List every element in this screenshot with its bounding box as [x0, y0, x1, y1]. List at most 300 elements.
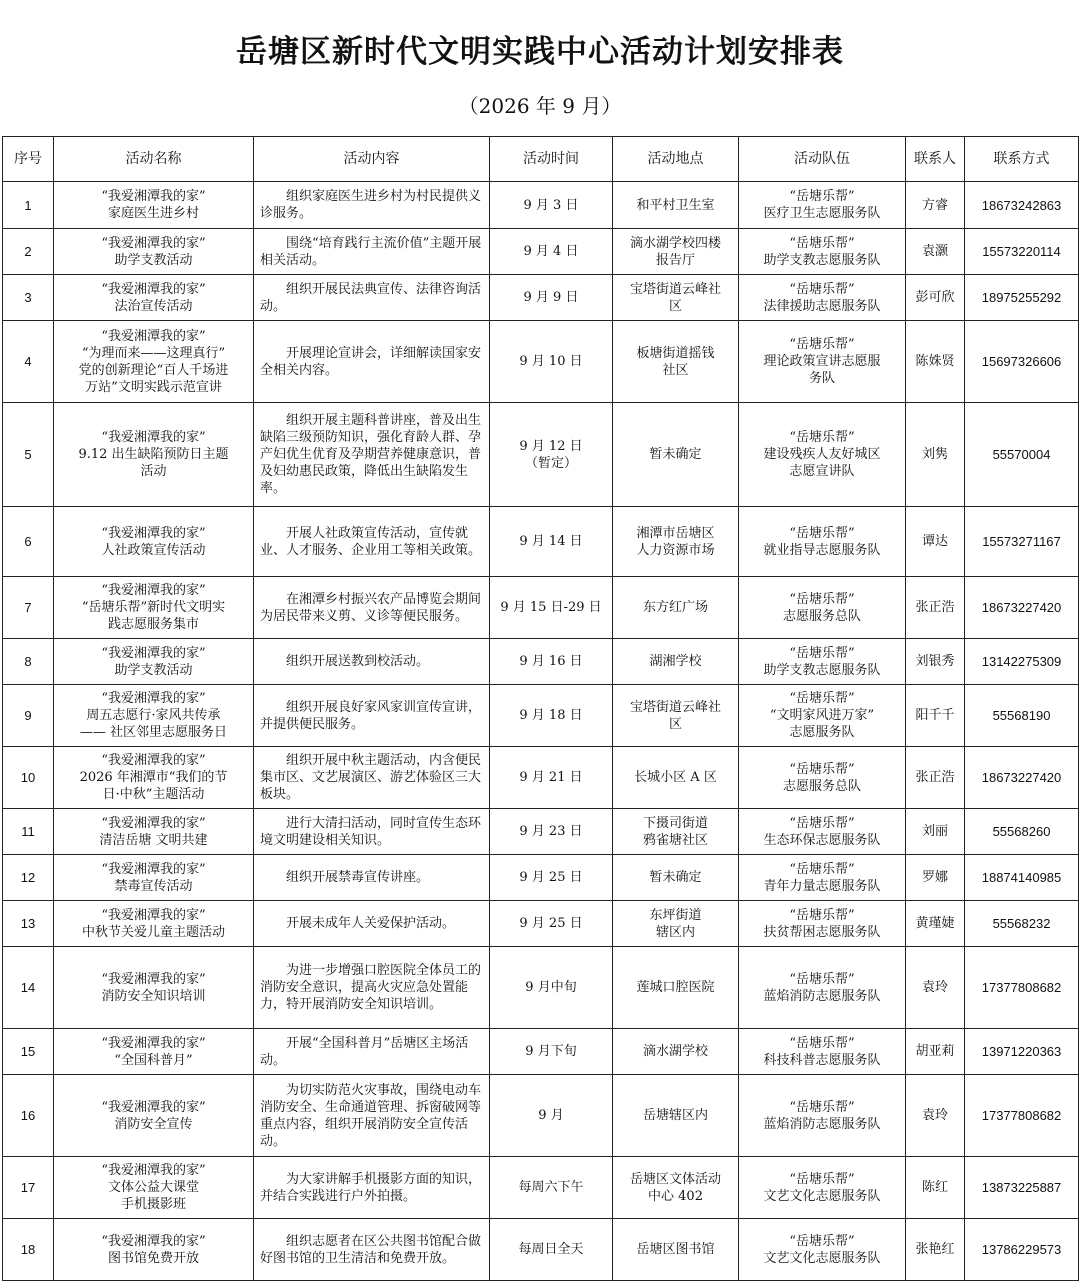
- column-header: 活动地点: [613, 137, 739, 182]
- content-text: 为大家讲解手机摄影方面的知识，并结合实践进行户外拍摄。: [260, 1171, 482, 1204]
- time-line: 9 月 25 日: [519, 916, 583, 931]
- activity-team-cell: [739, 901, 906, 947]
- name-line: 法治宣传活动: [114, 298, 193, 314]
- team-line: “岳塘乐帮”: [789, 1035, 855, 1051]
- activity-time-cell: [490, 229, 613, 275]
- seq-cell: 10: [3, 747, 54, 809]
- activity-place-cell: [613, 1029, 739, 1075]
- activity-time-cell: [490, 747, 613, 809]
- contact-person-cell: 罗娜: [906, 855, 965, 901]
- time-line: 9 月 14 日: [519, 534, 583, 549]
- contact-phone-cell: 18673227420: [965, 577, 1079, 639]
- team-line: “岳塘乐帮”: [789, 691, 855, 706]
- table-row: [3, 275, 1079, 321]
- content-text: 组织开展禁毒宣传讲座。: [286, 870, 430, 885]
- activity-time-cell: [490, 275, 613, 321]
- activity-time-cell: [490, 182, 613, 229]
- time-line: （暂定）: [524, 455, 577, 471]
- activity-place-cell: [613, 507, 739, 577]
- name-line: “我爱湘潭我的家”: [101, 907, 206, 923]
- activity-time-cell: [490, 1029, 613, 1075]
- activity-time-cell: [490, 1075, 613, 1157]
- activity-time-cell: [490, 855, 613, 901]
- content-text: 开展人社政策宣传活动，宣传就业、人才服务、企业用工等相关政策。: [260, 525, 482, 558]
- table-row: [3, 182, 1079, 229]
- place-line: 社区: [662, 362, 689, 378]
- activity-name-cell: [54, 321, 254, 403]
- contact-phone-cell: 55568190: [965, 685, 1079, 747]
- activity-content-cell: [254, 639, 490, 685]
- time-line: 9 月 3 日: [523, 197, 579, 213]
- seq-cell: 13: [3, 901, 54, 947]
- table-row: [3, 639, 1079, 685]
- content-text: 进行大清扫活动，同时宣传生态环境文明建设相关知识。: [260, 815, 482, 848]
- time-line: 9 月: [538, 1108, 564, 1123]
- content-text: 在湘潭乡村振兴农产品博览会期间为居民带来义剪、义诊等便民服务。: [260, 591, 482, 624]
- contact-person-cell: 阳千千: [906, 685, 965, 747]
- place-line: 东方红广场: [642, 600, 708, 615]
- column-header: 联系方式: [965, 137, 1079, 182]
- name-line: 日·中秋”主题活动: [102, 787, 205, 802]
- contact-phone-cell: 55568232: [965, 901, 1079, 947]
- name-line: “我爱湘潭我的家”: [101, 815, 206, 831]
- table-row: [3, 809, 1079, 855]
- name-line: 文体公益大课堂: [107, 1180, 199, 1195]
- contact-phone-cell: 18975255292: [965, 275, 1079, 321]
- place-line: 区: [668, 716, 682, 732]
- place-line: 岳塘辖区内: [642, 1108, 708, 1123]
- name-line: 活动: [140, 464, 167, 479]
- activity-place-cell: [613, 901, 739, 947]
- place-line: 下摄司街道: [642, 815, 708, 831]
- seq-cell: 5: [3, 403, 54, 507]
- activity-name-cell: [54, 1029, 254, 1075]
- contact-phone-cell: 18874140985: [965, 855, 1079, 901]
- team-line: “岳塘乐帮”: [789, 1099, 855, 1115]
- place-line: 东坪街道: [649, 907, 702, 923]
- seq-cell: 3: [3, 275, 54, 321]
- name-line: 家庭医生进乡村: [107, 206, 199, 221]
- activity-name-cell: [54, 182, 254, 229]
- seq-cell: 12: [3, 855, 54, 901]
- contact-person-cell: 谭达: [906, 507, 965, 577]
- contact-phone-cell: 55570004: [965, 403, 1079, 507]
- name-line: “我爱湘潭我的家”: [101, 281, 206, 297]
- time-line: 9 月 12 日: [519, 438, 583, 454]
- name-line: “为理而来——这理真行”: [81, 345, 226, 361]
- time-line: 9 月 21 日: [519, 770, 583, 785]
- contact-person-cell: 黄瑾婕: [906, 901, 965, 947]
- name-line: 图书馆免费开放: [107, 1250, 199, 1266]
- table-row: [3, 1075, 1079, 1157]
- table-row: [3, 507, 1079, 577]
- name-line: 手机摄影班: [120, 1197, 186, 1212]
- table-row: [3, 747, 1079, 809]
- team-line: “文明家风进万家”: [769, 708, 875, 723]
- activity-place-cell: [613, 229, 739, 275]
- content-text: 组织开展主题科普讲座，普及出生缺陷三级预防知识，强化育龄人群、孕产妇优生优育及孕期营养健康意识，普及妇幼惠民政策，降低出生缺陷发生率。: [260, 413, 482, 496]
- seq-cell: 15: [3, 1029, 54, 1075]
- place-line: 湘潭市岳塘区: [636, 525, 715, 541]
- activity-team-cell: [739, 639, 906, 685]
- activity-content-cell: [254, 275, 490, 321]
- activity-time-cell: [490, 947, 613, 1029]
- team-line: 志愿宣讲队: [789, 464, 855, 479]
- activity-place-cell: [613, 747, 739, 809]
- team-line: “岳塘乐帮”: [789, 430, 855, 445]
- place-line: 板塘街道摇钱: [636, 345, 715, 361]
- table-row: [3, 855, 1079, 901]
- content-text: 为切实防范火灾事故，围绕电动车消防安全、生命通道管理、拆窗破网等重点内容，组织开展消防安全宣传活动。: [260, 1082, 482, 1149]
- team-line: “岳塘乐帮”: [789, 235, 855, 251]
- contact-phone-cell: 18673227420: [965, 747, 1079, 809]
- team-line: “岳塘乐帮”: [789, 337, 855, 352]
- team-line: 理论政策宣讲志愿服: [763, 354, 881, 369]
- table-row: [3, 321, 1079, 403]
- name-line: 禁毒宣传活动: [114, 878, 193, 894]
- name-line: “我爱湘潭我的家”: [101, 430, 206, 445]
- activity-time-cell: [490, 403, 613, 507]
- activity-team-cell: [739, 809, 906, 855]
- page-subtitle: （2026 年 9 月）: [458, 94, 622, 118]
- place-line: 湖湘学校: [649, 654, 702, 669]
- activity-place-cell: [613, 275, 739, 321]
- table-row: [3, 1029, 1079, 1075]
- team-line: 志愿服务队: [789, 725, 855, 740]
- team-line: “岳塘乐帮”: [789, 861, 855, 877]
- activity-team-cell: [739, 275, 906, 321]
- place-line: 区: [668, 298, 682, 314]
- team-line: 志愿服务总队: [782, 608, 861, 624]
- team-line: 科技科普志愿服务队: [763, 1052, 881, 1068]
- activity-table: [2, 136, 1079, 1281]
- time-line: 9 月下旬: [525, 1044, 577, 1059]
- activity-place-cell: [613, 685, 739, 747]
- activity-time-cell: [490, 1219, 613, 1281]
- activity-time-cell: [490, 577, 613, 639]
- table-row: [3, 403, 1079, 507]
- place-line: 岳塘区文体活动: [629, 1171, 721, 1187]
- name-line: 9.12 出生缺陷预防日主题: [78, 447, 229, 462]
- place-line: 暂未确定: [649, 870, 702, 885]
- activity-content-cell: [254, 1075, 490, 1157]
- place-line: 中心 402: [648, 1188, 703, 1204]
- place-line: 宝塔街道云峰社: [629, 281, 721, 297]
- contact-phone-cell: 13786229573: [965, 1219, 1079, 1281]
- team-line: “岳塘乐帮”: [789, 761, 855, 777]
- column-header: 活动名称: [54, 137, 254, 182]
- team-line: “岳塘乐帮”: [789, 907, 855, 923]
- activity-place-cell: [613, 809, 739, 855]
- table-row: [3, 685, 1079, 747]
- time-line: 每周六下午: [518, 1180, 584, 1195]
- contact-person-cell: 张正浩: [906, 577, 965, 639]
- place-line: 和平村卫生室: [636, 197, 715, 213]
- contact-person-cell: 刘丽: [906, 809, 965, 855]
- team-line: “岳塘乐帮”: [789, 1233, 855, 1249]
- contact-phone-cell: 17377808682: [965, 947, 1079, 1029]
- table-row: [3, 577, 1079, 639]
- seq-cell: 4: [3, 321, 54, 403]
- table-row: [3, 1157, 1079, 1219]
- contact-phone-cell: 15697326606: [965, 321, 1079, 403]
- activity-place-cell: [613, 182, 739, 229]
- activity-team-cell: [739, 1075, 906, 1157]
- place-line: 滴水湖学校: [642, 1044, 708, 1059]
- time-line: 9 月 25 日: [519, 870, 583, 885]
- contact-phone-cell: 55568260: [965, 809, 1079, 855]
- table-row: [3, 901, 1079, 947]
- activity-team-cell: [739, 685, 906, 747]
- contact-phone-cell: 18673242863: [965, 182, 1079, 229]
- seq-cell: 16: [3, 1075, 54, 1157]
- contact-phone-cell: 13142275309: [965, 639, 1079, 685]
- activity-name-cell: [54, 403, 254, 507]
- team-line: 助学支教志愿服务队: [763, 252, 881, 268]
- activity-name-cell: [54, 685, 254, 747]
- place-line: 报告厅: [655, 252, 695, 268]
- place-line: 辖区内: [655, 924, 695, 940]
- activity-name-cell: [54, 275, 254, 321]
- activity-name-cell: [54, 1219, 254, 1281]
- place-line: 宝塔街道云峰社: [629, 699, 721, 715]
- name-line: 2026 年湘潭市“我们的节: [79, 770, 228, 785]
- seq-cell: 6: [3, 507, 54, 577]
- content-text: 组织开展良好家风家训宣传宣讲，并提供便民服务。: [260, 699, 482, 732]
- activity-name-cell: [54, 1075, 254, 1157]
- contact-person-cell: 胡亚莉: [906, 1029, 965, 1075]
- activity-name-cell: [54, 855, 254, 901]
- activity-team-cell: [739, 1157, 906, 1219]
- contact-person-cell: 袁玲: [906, 947, 965, 1029]
- column-header: 活动时间: [490, 137, 613, 182]
- name-line: “我爱湘潭我的家”: [101, 971, 206, 987]
- team-line: 助学支教志愿服务队: [763, 662, 881, 678]
- team-line: 务队: [808, 371, 835, 386]
- activity-team-cell: [739, 229, 906, 275]
- activity-time-cell: [490, 1157, 613, 1219]
- table-row: [3, 947, 1079, 1029]
- seq-cell: 11: [3, 809, 54, 855]
- activity-name-cell: [54, 229, 254, 275]
- seq-cell: 2: [3, 229, 54, 275]
- time-line: 9 月 4 日: [523, 244, 579, 259]
- time-line: 9 月 10 日: [519, 354, 583, 369]
- activity-content-cell: [254, 855, 490, 901]
- name-line: 践志愿服务集市: [107, 617, 199, 632]
- content-text: 组织开展送教到校活动。: [286, 654, 430, 669]
- activity-name-cell: [54, 747, 254, 809]
- team-line: 志愿服务总队: [782, 778, 861, 794]
- content-text: 组织开展中秋主题活动，内含便民集市区、文艺展演区、游艺体验区三大板块。: [260, 753, 482, 802]
- team-line: “岳塘乐帮”: [789, 971, 855, 987]
- activity-name-cell: [54, 809, 254, 855]
- team-line: 就业指导志愿服务队: [763, 542, 881, 558]
- activity-team-cell: [739, 403, 906, 507]
- contact-person-cell: 彭可欣: [906, 275, 965, 321]
- activity-name-cell: [54, 947, 254, 1029]
- name-line: 消防安全知识培训: [101, 988, 206, 1004]
- team-line: 文艺文化志愿服务队: [763, 1250, 881, 1266]
- contact-person-cell: 袁灏: [906, 229, 965, 275]
- content-text: 围绕“培育践行主流价值”主题开展相关活动。: [260, 235, 482, 268]
- team-line: “岳塘乐帮”: [789, 525, 855, 541]
- contact-person-cell: 方睿: [906, 182, 965, 229]
- place-line: 人力资源市场: [636, 542, 715, 558]
- name-line: “我爱湘潭我的家”: [101, 525, 206, 541]
- seq-cell: 9: [3, 685, 54, 747]
- time-line: 每周日全天: [518, 1242, 584, 1257]
- activity-team-cell: [739, 855, 906, 901]
- team-line: 蓝焰消防志愿服务队: [763, 988, 881, 1004]
- activity-team-cell: [739, 1029, 906, 1075]
- name-line: “我爱湘潭我的家”: [101, 235, 206, 251]
- name-line: “全国科普月”: [114, 1052, 193, 1068]
- name-line: 消防安全宣传: [114, 1116, 193, 1132]
- column-header: 序号: [3, 137, 54, 182]
- team-line: “岳塘乐帮”: [789, 1171, 855, 1187]
- activity-content-cell: [254, 577, 490, 639]
- team-line: 扶贫帮困志愿服务队: [763, 924, 881, 940]
- activity-place-cell: [613, 577, 739, 639]
- activity-name-cell: [54, 1157, 254, 1219]
- activity-content-cell: [254, 747, 490, 809]
- contact-phone-cell: 13971220363: [965, 1029, 1079, 1075]
- team-line: 生态环保志愿服务队: [763, 832, 881, 848]
- activity-place-cell: [613, 321, 739, 403]
- activity-time-cell: [490, 321, 613, 403]
- activity-place-cell: [613, 947, 739, 1029]
- team-line: 青年力量志愿服务队: [763, 878, 881, 894]
- name-line: “我爱湘潭我的家”: [101, 1099, 206, 1115]
- name-line: “我爱湘潭我的家”: [101, 645, 206, 661]
- column-header: 联系人: [906, 137, 965, 182]
- place-line: 长城小区 A 区: [634, 770, 717, 785]
- contact-person-cell: 张正浩: [906, 747, 965, 809]
- activity-content-cell: [254, 685, 490, 747]
- activity-content-cell: [254, 1157, 490, 1219]
- team-line: “岳塘乐帮”: [789, 645, 855, 661]
- name-line: —— 社区邻里志愿服务日: [79, 725, 228, 740]
- activity-place-cell: [613, 1157, 739, 1219]
- name-line: “岳塘乐帮”新时代文明实: [81, 600, 226, 615]
- place-line: 莲城口腔医院: [636, 980, 715, 995]
- team-line: “岳塘乐帮”: [789, 281, 855, 297]
- team-line: “岳塘乐帮”: [789, 815, 855, 831]
- name-line: “我爱湘潭我的家”: [101, 861, 206, 877]
- content-text: 开展未成年人关爱保护活动。: [286, 916, 456, 931]
- activity-content-cell: [254, 321, 490, 403]
- activity-time-cell: [490, 639, 613, 685]
- contact-phone-cell: 17377808682: [965, 1075, 1079, 1157]
- name-line: “我爱湘潭我的家”: [101, 1163, 206, 1178]
- activity-content-cell: [254, 947, 490, 1029]
- contact-person-cell: 张艳红: [906, 1219, 965, 1281]
- activity-content-cell: [254, 1219, 490, 1281]
- time-line: 9 月中旬: [525, 980, 577, 995]
- activity-content-cell: [254, 182, 490, 229]
- activity-name-cell: [54, 639, 254, 685]
- contact-person-cell: 刘银秀: [906, 639, 965, 685]
- column-header: 活动内容: [254, 137, 490, 182]
- team-line: “岳塘乐帮”: [789, 591, 855, 607]
- place-line: 鸦雀塘社区: [642, 832, 708, 848]
- name-line: “我爱湘潭我的家”: [101, 1035, 206, 1051]
- seq-cell: 18: [3, 1219, 54, 1281]
- time-line: 9 月 15 日-29 日: [500, 600, 602, 615]
- name-line: 助学支教活动: [114, 252, 193, 268]
- activity-team-cell: [739, 747, 906, 809]
- time-line: 9 月 23 日: [519, 824, 583, 839]
- seq-cell: 7: [3, 577, 54, 639]
- content-text: 开展“全国科普月”岳塘区主场活动。: [260, 1035, 469, 1068]
- column-header: 活动队伍: [739, 137, 906, 182]
- activity-name-cell: [54, 577, 254, 639]
- activity-content-cell: [254, 403, 490, 507]
- team-line: 文艺文化志愿服务队: [763, 1188, 881, 1204]
- contact-person-cell: 袁玲: [906, 1075, 965, 1157]
- name-line: 党的创新理论“百人千场进: [78, 362, 229, 378]
- name-line: “我爱湘潭我的家”: [101, 189, 206, 204]
- content-text: 为进一步增强口腔医院全体员工的消防安全意识，提高火灾应急处置能力，特开展消防安全知识培训。: [260, 963, 482, 1012]
- activity-place-cell: [613, 1219, 739, 1281]
- table-header-row: [3, 137, 1079, 182]
- place-line: 暂未确定: [649, 447, 702, 462]
- content-text: 组织开展民法典宣传、法律咨询活动。: [260, 281, 482, 314]
- team-line: “岳塘乐帮”: [789, 189, 855, 204]
- team-line: 医疗卫生志愿服务队: [763, 206, 881, 221]
- name-line: “我爱湘潭我的家”: [101, 691, 206, 706]
- activity-time-cell: [490, 809, 613, 855]
- activity-team-cell: [739, 182, 906, 229]
- activity-time-cell: [490, 507, 613, 577]
- seq-cell: 8: [3, 639, 54, 685]
- activity-time-cell: [490, 901, 613, 947]
- name-line: “我爱湘潭我的家”: [101, 1233, 206, 1249]
- contact-phone-cell: 15573271167: [965, 507, 1079, 577]
- table-row: [3, 1219, 1079, 1281]
- table-body: [3, 182, 1079, 1281]
- activity-place-cell: [613, 855, 739, 901]
- team-line: 蓝焰消防志愿服务队: [763, 1116, 881, 1132]
- team-line: 建设残疾人友好城区: [763, 447, 881, 462]
- activity-place-cell: [613, 1075, 739, 1157]
- activity-team-cell: [739, 1219, 906, 1281]
- place-line: 滴水湖学校四楼: [629, 235, 721, 251]
- time-line: 9 月 18 日: [519, 708, 583, 723]
- content-text: 组织志愿者在区公共图书馆配合做好图书馆的卫生清洁和免费开放。: [260, 1233, 482, 1266]
- activity-team-cell: [739, 577, 906, 639]
- name-line: 助学支教活动: [114, 662, 193, 678]
- activity-content-cell: [254, 229, 490, 275]
- activity-content-cell: [254, 507, 490, 577]
- activity-content-cell: [254, 809, 490, 855]
- content-text: 开展理论宣讲会，详细解读国家安全相关内容。: [260, 345, 482, 378]
- activity-name-cell: [54, 507, 254, 577]
- name-line: 周五志愿行·家风共传承: [86, 708, 221, 723]
- activity-place-cell: [613, 403, 739, 507]
- team-line: 法律援助志愿服务队: [763, 298, 881, 314]
- table-row: [3, 229, 1079, 275]
- seq-cell: 1: [3, 182, 54, 229]
- activity-team-cell: [739, 507, 906, 577]
- activity-time-cell: [490, 685, 613, 747]
- activity-name-cell: [54, 901, 254, 947]
- activity-place-cell: [613, 639, 739, 685]
- page-title: 岳塘区新时代文明实践中心活动计划安排表: [236, 34, 844, 70]
- name-line: 中秋节关爱儿童主题活动: [81, 924, 225, 940]
- contact-person-cell: 陈红: [906, 1157, 965, 1219]
